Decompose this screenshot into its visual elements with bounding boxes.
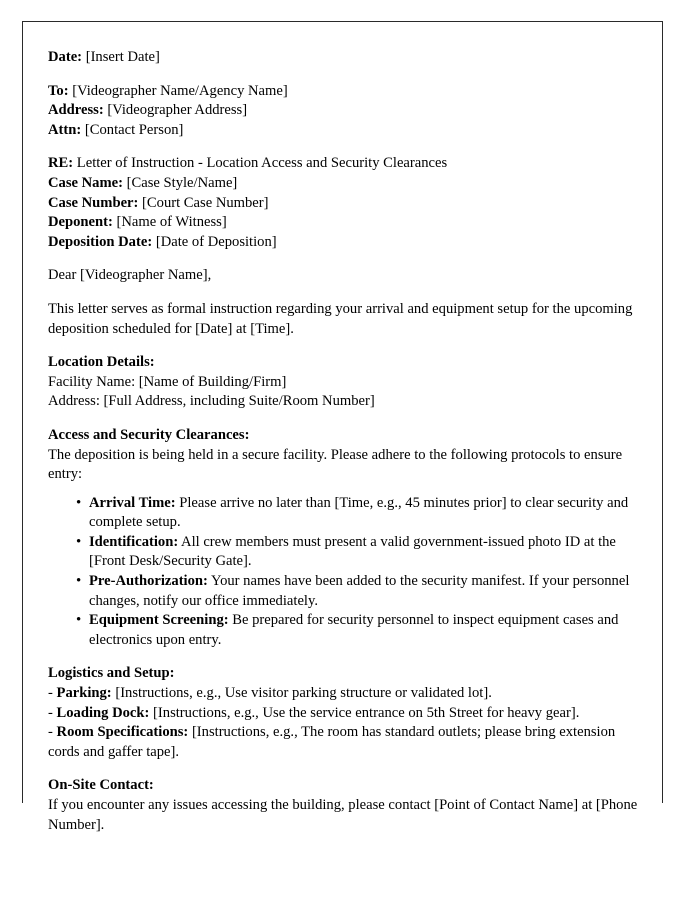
bullet-term: Identification: [89, 533, 179, 550]
onsite-contact-heading: On-Site Contact: [48, 777, 154, 794]
address-label: Address: [48, 102, 104, 119]
list-item [48, 533, 642, 572]
case-number-value: [Court Case Number] [142, 194, 269, 211]
logistics-text: [Instructions, e.g., The room has standard outlets; please bring extension cords and gaffer tape]. [48, 724, 616, 760]
list-item [48, 611, 642, 650]
salutation: Dear [Videographer Name], [48, 267, 212, 284]
access-security-heading: Access and Security Clearances: [48, 426, 250, 443]
logistics-term: Parking: [56, 685, 112, 702]
address-line [48, 101, 642, 121]
to-line [48, 82, 642, 102]
address-value: [Videographer Address] [107, 102, 248, 119]
deponent-label: Deponent: [48, 214, 113, 231]
case-name-value: [Case Style/Name] [126, 174, 238, 191]
deposition-date-label: Deposition Date: [48, 233, 153, 250]
re-label: RE: [48, 155, 74, 172]
logistics-item [48, 704, 642, 724]
bullet-term: Arrival Time: [89, 494, 176, 511]
case-number-label: Case Number: [48, 194, 139, 211]
case-name-label: Case Name: [48, 174, 123, 191]
deposition-date-line [48, 233, 642, 253]
spacer [48, 412, 642, 426]
logistics-text: [Instructions, e.g., Use the service entrance on 5th Street for heavy gear]. [153, 704, 580, 721]
deponent-line [48, 213, 642, 233]
logistics-term: Room Specifications: [56, 724, 189, 741]
date-line [48, 48, 642, 68]
re-value: Letter of Instruction - Location Access and Security Clearances [76, 155, 448, 172]
spacer [48, 140, 642, 154]
spacer [48, 339, 642, 353]
deposition-date-value: [Date of Deposition] [155, 233, 277, 250]
bullet-icon: • [76, 533, 82, 550]
bullet-term: Equipment Screening: [89, 612, 229, 629]
list-item [48, 572, 642, 611]
document-body [48, 48, 642, 835]
dash-marker: - [48, 724, 53, 741]
bullet-text: Be prepared for security personnel to inspect equipment cases and electronics upon entry. [89, 612, 619, 648]
to-value: [Videographer Name/Agency Name] [72, 82, 288, 99]
access-security-intro: The deposition is being held in a secure facility. Please adhere to the following protocols to ensure entry: [48, 446, 623, 483]
dash-marker: - [48, 685, 53, 702]
logistics-heading: Logistics and Setup: [48, 665, 175, 682]
bullet-icon: • [76, 612, 82, 629]
deponent-value: [Name of Witness] [116, 214, 227, 231]
logistics-item [48, 723, 642, 762]
access-security-bullet-list [48, 494, 642, 651]
bullet-text: Please arrive no later than [Time, e.g., 45 minutes prior] to clear security and complete setup. [89, 494, 629, 531]
document-page [22, 21, 663, 833]
date-label: Date: [48, 49, 83, 65]
bullet-term: Pre-Authorization: [89, 573, 208, 590]
bullet-text: Your names have been added to the security manifest. If your personnel changes, notify our office immediately. [89, 573, 630, 609]
spacer [48, 650, 642, 664]
spacer [48, 762, 642, 776]
case-number-line [48, 194, 642, 214]
spacer [48, 485, 642, 494]
dash-marker: - [48, 704, 53, 721]
case-name-line [48, 174, 642, 194]
attn-line [48, 121, 642, 141]
facility-name-line: Facility Name: [Name of Building/Firm] [48, 373, 287, 390]
logistics-text: [Instructions, e.g., Use visitor parking structure or validated lot]. [115, 685, 492, 702]
logistics-term: Loading Dock: [56, 704, 150, 721]
location-details-heading: Location Details: [48, 354, 155, 371]
attn-label: Attn: [48, 121, 82, 138]
logistics-item [48, 684, 642, 704]
facility-address-line: Address: [Full Address, including Suite/Room Number] [48, 393, 375, 410]
bullet-icon: • [76, 494, 82, 511]
date-value: [Insert Date] [85, 49, 160, 65]
to-label: To: [48, 82, 69, 99]
opening-paragraph: This letter serves as formal instruction regarding your arrival and equipment setup for the upcoming deposition scheduled for [Date] at [Time]. [48, 300, 633, 337]
re-line [48, 154, 642, 174]
attn-value: [Contact Person] [84, 121, 184, 138]
spacer [48, 286, 642, 300]
list-item [48, 494, 642, 533]
bullet-icon: • [76, 573, 82, 590]
spacer [48, 68, 642, 82]
spacer [48, 252, 642, 266]
onsite-contact-text: If you encounter any issues accessing the building, please contact [Point of Contact Name] at [Phone Number]. [48, 797, 638, 833]
bullet-text: All crew members must present a valid government-issued photo ID at the [Front Desk/Security Gate]. [89, 533, 616, 570]
